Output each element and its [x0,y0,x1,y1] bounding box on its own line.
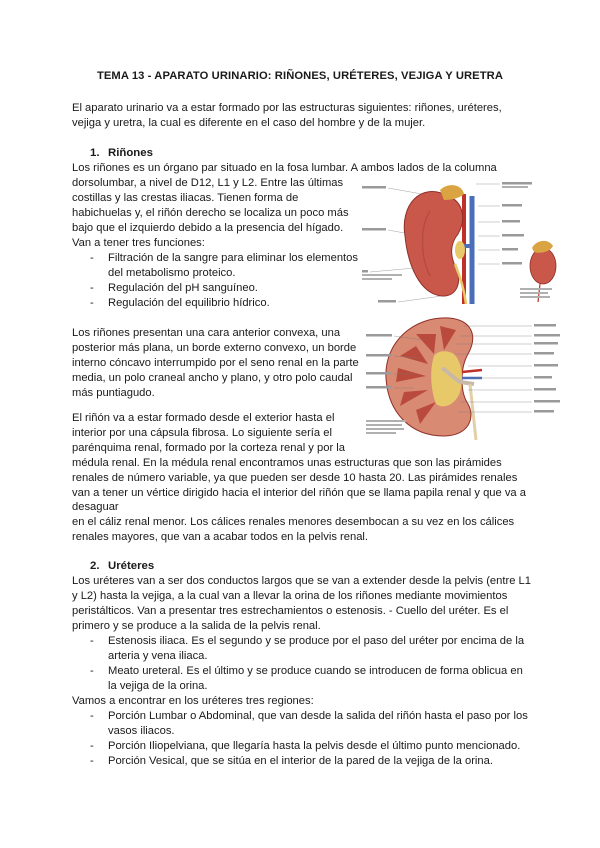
kidney-para3-line: médula renal. En la médula renal encontramos unas estructuras que son las pirámides [72,457,502,469]
bullet-dash: - [90,710,94,722]
kidney-para1-line: costillas y las crestas iliacas. Tienen forma de [72,192,299,204]
kidney-para3-line: van a tener un vértice dirigido hacia el interior del riñón que se llama papila renal y que va a [72,487,526,499]
bullet-dash: - [90,252,94,264]
kidney-para3-line: en el cáliz renal menor. Los cálices renales menores desembocan a su vez en los cálices [72,516,515,528]
bullet-dash: - [90,297,94,309]
bullet-dash: - [90,282,94,294]
ureter-para1-line: Los uréteres van a ser dos conductos largos que se van a extender desde la pelvis (entre L1 [72,575,531,587]
ureter-para1-line: peristálticos. Van a presentar tres estrechamientos o estenosis. - Cuello del uréter. Es el [72,605,509,617]
section-1-number: 1. [90,147,100,159]
bullet-dash: - [90,635,94,647]
section-2-title: Uréteres [108,560,155,572]
intro-line-2: vejiga y uretra, la cual es diferente en el caso del hombre y de la mujer. [72,117,426,129]
kidney-section-illustration [364,312,564,442]
bullet-dash: - [90,665,94,677]
kidney-para3-line: El riñón va a estar formado desde el exterior hasta el [72,412,335,424]
kidney-para1-line: habichuelas y, el riñón derecho se localiza un poco más [72,207,349,219]
section-1-heading [90,146,153,161]
inset-kidney [530,248,556,284]
ureter-para2: Vamos a encontrar en los uréteres tres regiones: [72,695,314,707]
kidney-para3-line: renales mayores, que van a acabar todos en la pelvis renal. [72,531,369,543]
kidney-para1-line: Van a tener tres funciones: [72,237,205,249]
renal-hilum-fat [455,241,465,259]
kidney-para3-line: desaguar [72,501,119,513]
kidney-para1-line: Los riñones es un órgano par situado en la fosa lumbar. A ambos lados de la columna [72,162,497,174]
section-2-number: 2. [90,560,100,572]
kidney-para1-line: dorsolumbar, a nivel de D12, L1 y L2. Entre las últimas [72,177,344,189]
section-2-heading [90,559,154,574]
kidney-para2-line: posterior más plana, un borde externo convexo, un borde [72,342,357,354]
ureter-para1-line: primero y se produce a la salida de la pelvis renal. [72,620,321,632]
document-title: TEMA 13 - APARATO URINARIO: RIÑONES, URÉTERES, VEJIGA Y URETRA [96,70,504,82]
section-1-title: Riñones [108,147,153,159]
kidney-para2-line: más puntiagudo. [72,387,155,399]
intro-line-1: El aparato urinario va a estar formado por las estructuras siguientes: riñones, uréteres, [72,102,502,114]
bullet-dash: - [90,755,94,767]
kidney-para3-line: interior por una cápsula fibrosa. Lo siguiente sería el [72,427,332,439]
document-page: TEMA 13 - APARATO URINARIO: RIÑONES, URÉTERES, VEJIGA Y URETRA El aparato urinario va a estar formado por las estructuras siguientes: riñones, uréteres, vejiga y uretra, la cual es diferente en el caso del hombre y de la mujer. 1. Riñones Los riñones es un órgano par situado en la fosa lumbar. A ambos lados de la columna dorsolumbar, a nivel de D12, L1 y L2. Entre las últimas costillas y las crestas iliacas. Tienen forma de habichuelas y, el riñón derecho se localiza un poco más bajo que el izquierdo debido a la presencia del hígado. Van a tener tres funciones: - Filtración de la sangre para eliminar los elementos del metabolismo proteico. - Regulación del pH sanguíneo. - Regulación del equilibrio hídrico. Los riñones presentan una cara anterior convexa, una posterior más plana, un borde externo convexo, un borde interno cóncavo interrumpido por el seno renal en la parte media, un polo craneal ancho y plano, y otro polo caudal más puntiagudo. El riñón va a estar formado desde el exterior hasta el interior por una cápsula fibrosa. Lo siguiente sería el parénquima renal, formado por la corteza renal y por la médula renal. En la médula renal encontramos unas estructuras que son las pirámides renales de número variable, ya que pueden ser desde 10 hasta 20. Las pirámides renales van a tener un vértice dirigido hacia el interior del riñón que se llama papila renal y que va a desaguar en el cáliz renal menor. Los cálices renales menores desembocan a su vez en los cálices renales mayores, que van a acabar todos en la pelvis renal. 2. Uréteres Los uréteres van a ser dos conductos largos que se van a extender desde la pelvis (entre L1 y L2) hasta la vejiga, a la cual van a llevar la orina de los riñones mediante movimientos peristálticos. Van a presentar tres estrechamientos o estenosis. - Cuello del uréter. Es el primero y se produce a la salida de la pelvis renal. - Estenosis iliaca. Es el segundo y se produce por el paso del uréter por encima de la arteria y vena iliaca. - Meato ureteral. Es el último y se produce cuando se introducen de forma oblicua en la vejiga de la orina. Vamos a encontrar en los uréteres tres regiones: - Porción Lumbar o Abdominal, que van desde la salida del riñón hasta el paso por los vasos iliacos. - Porción Iliopelviana, que llegaría hasta la pelvis desde el último punto mencionado. - Porción Vesical, que se sitúa en el interior de la pared de la vejiga de la orina. [0,0,600,848]
kidney-para2-line: interno cóncavo interrumpido por el seno renal en la parte [72,357,359,369]
ureter-para1-line: y L2) hasta la vejiga, a la cual van a llevar la orina de los riñones mediante movimientos [72,590,508,602]
kidney-para2-line: Los riñones presentan una cara anterior convexa, una [72,327,341,339]
bullet-dash: - [90,740,94,752]
kidney-para1-line: bajo que el izquierdo debido a la presencia del hígado. [72,222,344,234]
kidney-para2-line: media, un polo craneal ancho y plano, y otro polo caudal [72,372,353,384]
kidney-para3-line: parénquima renal, formado por la corteza renal y por la [72,442,345,454]
kidney-external-illustration [360,176,560,306]
kidney-para3-line: renales de número variable, ya que pueden ser desde 10 hasta 20. Las pirámides renales [72,472,518,484]
